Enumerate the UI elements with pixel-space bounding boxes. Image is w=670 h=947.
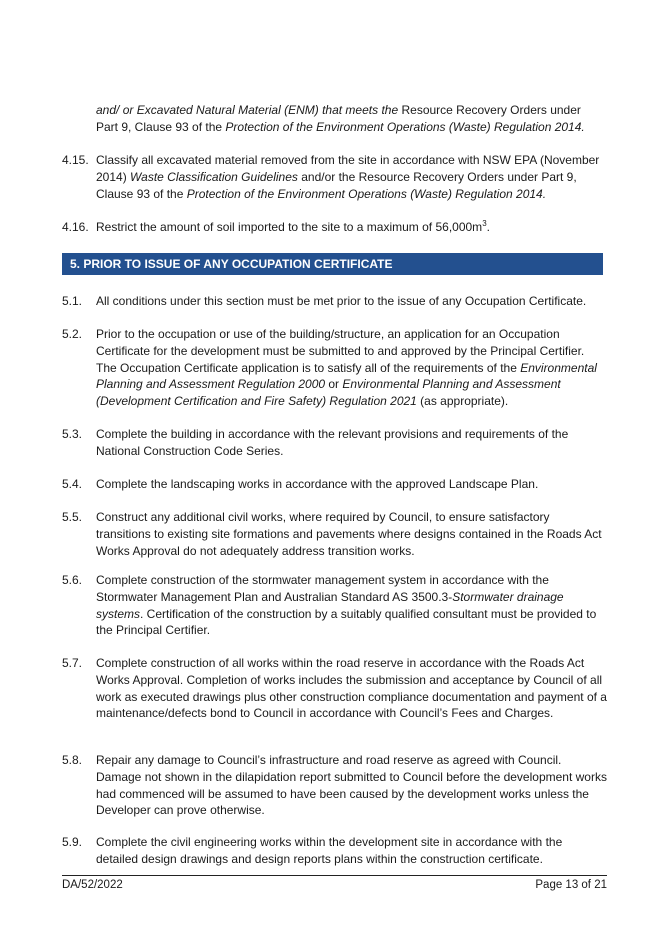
text-run: or (325, 377, 343, 392)
text-run-italic: Environmental Planning and Assessment (Development Certification and Fire Safety) Regulation 2021 (96, 377, 561, 409)
text-run: . (486, 220, 490, 234)
text-run: Complete construction of the stormwater management system in accordance with the Stormwater Management Plan and Australian Standard AS 3500.3- (96, 573, 549, 604)
condition-5-6 (62, 572, 607, 639)
condition-text (96, 152, 607, 202)
condition-5-9 (62, 834, 607, 868)
text-run: and/or the Resource Recovery Orders under Part 9, Clause 93 of the (96, 169, 577, 201)
condition-text: All conditions under this section must be met prior to the issue of any Occupation Certificate. (96, 294, 587, 308)
condition-text (96, 219, 607, 236)
text-run-italic: Waste Classification Guidelines (130, 169, 298, 184)
condition-text: Repair any damage to Council’s infrastructure and road reserve as agreed with Council. Damage not shown in the dilapidation report submitted to Council before the development works had commenced will be assumed to have been caused by the development works unless the Developer can prove otherwise. (96, 753, 607, 818)
text-run-italic: Stormwater drainage systems (96, 589, 564, 621)
text-run: Prior to the occupation or use of the building/structure, an application for an Occupation Certificate for the development must be submitted to and approved by the Principal Certifier. The Occupation Certificate application is to satisfy all of the requirements of the (96, 327, 585, 375)
condition-text (96, 326, 607, 410)
condition-number: 5.5. (62, 510, 83, 524)
condition-number: 5.2. (62, 327, 83, 341)
text-run-italic: Protection of the Environment Operations (Waste) Regulation 2014. (186, 186, 547, 201)
condition-number: 5.8. (62, 753, 83, 767)
condition-text: Complete construction of all works within the road reserve in accordance with the Roads Act Works Approval. Completion of works includes the submission and acceptance by Council of all work as executed drawings plus other construction compliance documentation and payment of a maintenance/defects bond to Council in accordance with Council’s Fees and Charges. (96, 656, 607, 721)
condition-5-3 (62, 426, 607, 460)
footer-page-number: Page 13 of 21 (535, 879, 607, 891)
condition-text: Complete the civil engineering works within the development site in accordance with the detailed design drawings and design reports plans within the construction certificate. (96, 835, 563, 866)
condition-text (96, 572, 607, 639)
text-run: . Certification of the construction by a suitably qualified consultant must be provided to the Principal Certifier. (96, 606, 597, 638)
condition-5-2 (62, 326, 607, 410)
condition-number: 4.15. (62, 153, 89, 167)
footer-divider (62, 875, 607, 876)
condition-5-7 (62, 655, 607, 722)
condition-5-5 (62, 509, 607, 559)
condition-number: 4.16. (62, 220, 89, 234)
continued-text-italic: and/ or Excavated Natural Material (ENM) that meets the (96, 103, 399, 117)
text-run: Restrict the amount of soil imported to the site to a maximum of 56,000m (96, 220, 483, 234)
text-run-italic: Environmental Planning and Assessment Regulation 2000 (96, 360, 597, 392)
superscript: 3 (482, 219, 487, 228)
continued-text-2-italic: Protection of the Environment Operations (Waste) Regulation 2014. (225, 119, 585, 134)
condition-number: 5.7. (62, 656, 83, 670)
condition-text: Complete the building in accordance with the relevant provisions and requirements of the National Construction Code Series. (96, 427, 569, 458)
condition-5-8 (62, 752, 607, 819)
condition-4-15 (62, 152, 607, 202)
condition-number: 5.4. (62, 477, 83, 491)
footer-reference: DA/52/2022 (62, 879, 123, 891)
condition-number: 5.1. (62, 294, 83, 308)
condition-4-16 (62, 219, 607, 236)
condition-text: Complete the landscaping works in accordance with the approved Landscape Plan. (96, 477, 539, 491)
continued-paragraph (96, 102, 607, 136)
continued-text: Resource Recovery Orders under (398, 103, 581, 117)
continued-text-2: Part 9, Clause 93 of the (96, 119, 226, 134)
condition-5-1 (62, 293, 607, 310)
condition-number: 5.9. (62, 835, 83, 849)
section-heading: 5. PRIOR TO ISSUE OF ANY OCCUPATION CERTIFICATE (62, 253, 603, 275)
condition-text: Construct any additional civil works, where required by Council, to ensure satisfactory transitions to existing site formations and pavements where designs contained in the Roads Act Works Approval do not adequately address transition works. (96, 510, 602, 558)
condition-number: 5.6. (62, 573, 83, 587)
text-run: Classify all excavated material removed from the site in accordance with NSW EPA (November 2014) (96, 153, 600, 184)
condition-number: 5.3. (62, 427, 83, 441)
text-run: (as appropriate). (416, 394, 509, 409)
condition-5-4 (62, 476, 607, 493)
